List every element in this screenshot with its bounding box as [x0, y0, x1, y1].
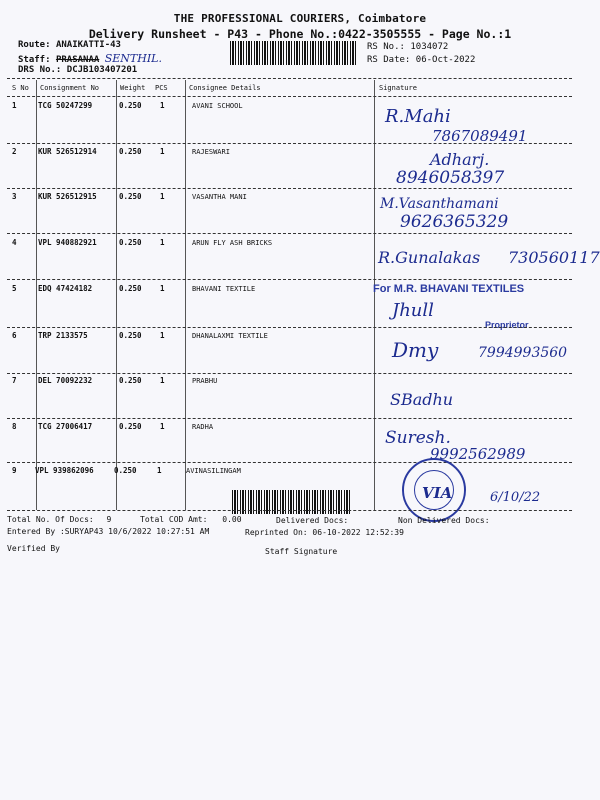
row-1-pcs: 1 [160, 101, 165, 110]
col-header-weight: Weight [120, 84, 146, 92]
row-6-sno: 6 [12, 331, 17, 340]
row-5-pcs: 1 [160, 284, 165, 293]
row-3-consignee: VASANTHA MANI [192, 193, 247, 201]
staff-signature-label: Staff Signature [265, 547, 338, 556]
row-7-signature: SBadhu [390, 390, 454, 409]
staff-printed: PRASANAA [55, 55, 100, 65]
row-4-signature: R.Gunalakas [378, 248, 481, 267]
row-2-signature: Adharj. [430, 150, 490, 169]
runsheet-title: Delivery Runsheet - P43 - Phone No.:0422-3505555 - Page No.:1 [88, 27, 512, 41]
row-9-sno: 9 [12, 466, 17, 475]
row-6-signature: Dmy [392, 338, 439, 362]
staff-handwritten: SENTHIL. [104, 52, 162, 65]
row-7-consignee: PRABHU [192, 377, 218, 385]
row-8-pcs: 1 [160, 422, 165, 431]
row-5-weight: 0.250 [119, 284, 142, 293]
row-1-phone: 7867089491 [432, 127, 528, 145]
row-2-weight: 0.250 [119, 147, 142, 156]
drs-line: DRS No.: DCJB103407201 [18, 65, 138, 75]
row-2-consignment: KUR 526512914 [38, 147, 97, 156]
row-4-phone: 730560117 [508, 248, 600, 267]
header-rule [7, 96, 572, 97]
row-6-phone: 7994993560 [478, 345, 568, 361]
row-7-weight: 0.250 [119, 376, 142, 385]
row-6-weight: 0.250 [119, 331, 142, 340]
row-5-consignment: EDQ 47424182 [38, 284, 93, 293]
verified-by: Verified By [7, 544, 60, 553]
row-rule [7, 462, 572, 463]
row-1-signature: R.Mahi [385, 106, 451, 127]
row-3-phone: 9626365329 [400, 212, 509, 232]
row-5-proprietor: Proprietor [485, 320, 529, 330]
header-barcode [230, 41, 358, 65]
row-3-signature: M.Vasanthamani [380, 196, 499, 212]
row-1-consignment: TCG 50247299 [38, 101, 93, 110]
row-8-consignee: RADHA [192, 423, 214, 431]
row-rule [7, 373, 572, 374]
col-divider [116, 80, 117, 510]
staff-line: Staff: PRASANAA SENTHIL. [18, 52, 162, 65]
row-9-pcs: 1 [157, 466, 162, 475]
row-9-consignee: AVINASILINGAM [186, 467, 241, 475]
row-1-weight: 0.250 [119, 101, 142, 110]
row-4-sno: 4 [12, 238, 17, 247]
row-4-consignment: VPL 940882921 [38, 238, 97, 247]
route-value: ANAIKATTI-43 [55, 40, 121, 50]
row-6-pcs: 1 [160, 331, 165, 340]
row-9-consignment: VPL 939862096 [35, 466, 94, 475]
row-3-sno: 3 [12, 192, 17, 201]
company-title: THE PROFESSIONAL COURIERS, Coimbatore [173, 12, 427, 25]
row-rule [7, 327, 572, 328]
col-divider [374, 80, 375, 510]
row-7-pcs: 1 [160, 376, 165, 385]
row-2-sno: 2 [12, 147, 17, 156]
delivered-docs: Delivered Docs: [276, 516, 349, 525]
table-bottom-rule [7, 510, 572, 511]
row-3-pcs: 1 [160, 192, 165, 201]
col-header-pcs: PCS [155, 84, 168, 92]
row-rule [7, 188, 572, 189]
row-3-consignment: KUR 526512915 [38, 192, 97, 201]
row-rule [7, 279, 572, 280]
row-1-sno: 1 [12, 101, 17, 110]
row-8-weight: 0.250 [119, 422, 142, 431]
row-2-pcs: 1 [160, 147, 165, 156]
col-header-sno: S No [12, 84, 29, 92]
row-5-stamp-name: For M.R. BHAVANI TEXTILES [373, 283, 525, 295]
entered-by: Entered By :SURYAP43 10/6/2022 10:27:51 AM [7, 527, 210, 536]
row-rule [7, 418, 572, 419]
row-8-signature: Suresh. [385, 428, 451, 448]
row-5-sno: 5 [12, 284, 17, 293]
row-4-weight: 0.250 [119, 238, 142, 247]
row-rule [7, 143, 572, 144]
col-divider [185, 80, 186, 510]
row-8-phone: 9992562989 [430, 445, 526, 463]
row-4-pcs: 1 [160, 238, 165, 247]
rs-no-line: RS No.: 1034072 [367, 42, 449, 52]
col-header-signature: Signature [379, 84, 417, 92]
drs-value: DCJB103407201 [66, 65, 138, 75]
row-9-signature: VIA [422, 484, 453, 502]
row-4-consignee: ARUN FLY ASH BRICKS [192, 239, 273, 247]
row-2-phone: 8946058397 [396, 168, 505, 188]
row-3-weight: 0.250 [119, 192, 142, 201]
rs-no-value: 1034072 [410, 42, 449, 52]
col-header-consignee: Consignee Details [189, 84, 261, 92]
row-9-date: 6/10/22 [490, 490, 541, 505]
total-cod: Total COD Amt: 0.00 [140, 515, 242, 524]
rs-date-line: RS Date: 06-Oct-2022 [367, 55, 476, 65]
total-docs: Total No. Of Docs: 9 [7, 515, 112, 524]
row-1-consignee: AVANI SCHOOL [192, 102, 243, 110]
row-5-signature: Jhull [392, 300, 434, 321]
row-5-consignee: BHAVANI TEXTILE [192, 285, 256, 293]
rs-date-value: 06-Oct-2022 [415, 55, 476, 65]
row-7-consignment: DEL 70092232 [38, 376, 93, 385]
row-rule [7, 233, 572, 234]
col-divider [36, 80, 37, 510]
row-9-weight: 0.250 [114, 466, 137, 475]
row-8-sno: 8 [12, 422, 17, 431]
col-header-consignment: Consignment No [40, 84, 100, 92]
row-8-consignment: TCG 27006417 [38, 422, 93, 431]
row-6-consignment: TRP 2133575 [38, 331, 88, 340]
row-6-consignee: DHANALAXMI TEXTILE [192, 332, 268, 340]
row-7-sno: 7 [12, 376, 17, 385]
reprinted-on: Reprinted On: 06-10-2022 12:52:39 [245, 528, 404, 537]
non-delivered-docs: Non Delivered Docs: [398, 516, 490, 525]
row-2-consignee: RAJESWARI [192, 148, 230, 156]
route-line: Route: ANAIKATTI-43 [18, 40, 121, 50]
table-top-rule [7, 78, 572, 79]
